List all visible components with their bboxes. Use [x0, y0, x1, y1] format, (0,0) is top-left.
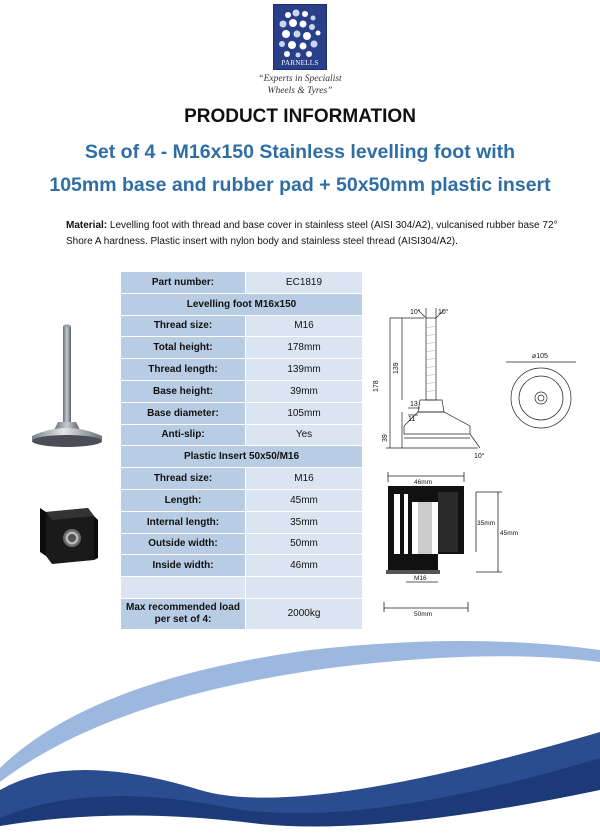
product-title-line-2: 105mm base and rubber pad + 50x50mm plastic insert	[49, 174, 551, 196]
base-plan-drawing	[500, 348, 582, 430]
table-row	[121, 555, 363, 577]
table-row	[121, 272, 363, 294]
section-header-foot	[121, 293, 363, 315]
spec-label: Outside width:	[121, 533, 246, 555]
angle-base-label: 10°	[474, 453, 485, 460]
spec-label: Thread size:	[121, 315, 246, 337]
page-heading: PRODUCT INFORMATION	[184, 106, 416, 127]
spec-value: M16	[246, 315, 363, 337]
logo-name: PARNELLS	[281, 59, 319, 67]
spec-value: 139mm	[246, 359, 363, 381]
table-row	[121, 337, 363, 359]
spec-value: 2000kg	[246, 598, 363, 629]
table-row	[121, 359, 363, 381]
blank-cell	[246, 577, 363, 599]
spec-label	[121, 598, 246, 629]
dim-11-label: 11	[408, 416, 416, 423]
tagline-line-1: “Experts in Specialist	[258, 74, 342, 84]
max-load-label-line-2: per set of 4:	[154, 613, 212, 625]
spec-label: Base height:	[121, 380, 246, 402]
spec-value: 50mm	[246, 533, 363, 555]
product-title	[20, 136, 580, 202]
logo-tagline	[250, 73, 350, 97]
insert-technical-drawing	[378, 472, 520, 618]
logo-emblem	[273, 4, 327, 70]
spec-label: Part number:	[121, 272, 246, 294]
spec-label: Length:	[121, 489, 246, 511]
levelling-foot-photo	[28, 324, 106, 452]
length-label: 45mm	[500, 530, 519, 537]
spec-value: 46mm	[246, 555, 363, 577]
spec-label: Anti-slip:	[121, 424, 246, 446]
foot-technical-drawing	[368, 308, 494, 460]
spec-value: 45mm	[246, 489, 363, 511]
spec-label: Thread size:	[121, 468, 246, 490]
dim-13-label: 13	[410, 401, 418, 408]
plastic-insert-photo	[36, 498, 100, 568]
material-text: Levelling foot with thread and base cover in stainless steel (AISI 304/A2), vulcanised rubber base 72° Shore A hardness. Plastic insert with nylon body and stainless steel thread (AISI304/A2).	[66, 220, 558, 247]
spec-value: 105mm	[246, 402, 363, 424]
blank-cell	[121, 577, 246, 599]
spec-label: Thread length:	[121, 359, 246, 381]
spec-value: M16	[246, 468, 363, 490]
material-label: Material:	[66, 220, 108, 231]
table-row	[121, 468, 363, 490]
table-row	[121, 380, 363, 402]
spec-value: Yes	[246, 424, 363, 446]
outer-width-label: 50mm	[414, 611, 433, 618]
spec-label: Base diameter:	[121, 402, 246, 424]
table-row	[121, 315, 363, 337]
spec-label: Internal length:	[121, 511, 246, 533]
thread-length-label: 139	[393, 362, 400, 374]
decorative-wave	[0, 640, 600, 835]
total-height-label: 178	[373, 380, 380, 392]
internal-length-label: 35mm	[477, 520, 496, 527]
spec-value: 39mm	[246, 380, 363, 402]
table-row	[121, 402, 363, 424]
table-row	[121, 489, 363, 511]
section-title: Plastic Insert 50x50/M16	[121, 446, 363, 468]
inner-width-label: 46mm	[414, 479, 433, 486]
spec-value: 178mm	[246, 337, 363, 359]
spec-table	[120, 271, 363, 630]
table-row	[121, 533, 363, 555]
base-height-label: 39	[382, 434, 389, 442]
product-title-line-1: Set of 4 - M16x150 Stainless levelling foot with	[84, 141, 516, 163]
table-row	[121, 598, 363, 629]
section-header-insert	[121, 446, 363, 468]
diameter-label: ⌀105	[532, 353, 548, 360]
table-row	[121, 424, 363, 446]
spec-label: Total height:	[121, 337, 246, 359]
angle-right-label: 10°	[438, 309, 449, 316]
angle-left-label: 10°	[410, 309, 421, 316]
spec-label: Inside width:	[121, 555, 246, 577]
material-description	[66, 218, 566, 250]
table-row	[121, 511, 363, 533]
company-logo	[250, 4, 350, 97]
tagline-line-2: Wheels & Tyres”	[267, 86, 333, 96]
spec-value: 35mm	[246, 511, 363, 533]
table-row-blank	[121, 577, 363, 599]
max-load-label-line-1: Max recommended load	[126, 601, 240, 613]
spec-value: EC1819	[246, 272, 363, 294]
section-title: Levelling foot M16x150	[121, 293, 363, 315]
thread-label: M16	[414, 575, 427, 582]
